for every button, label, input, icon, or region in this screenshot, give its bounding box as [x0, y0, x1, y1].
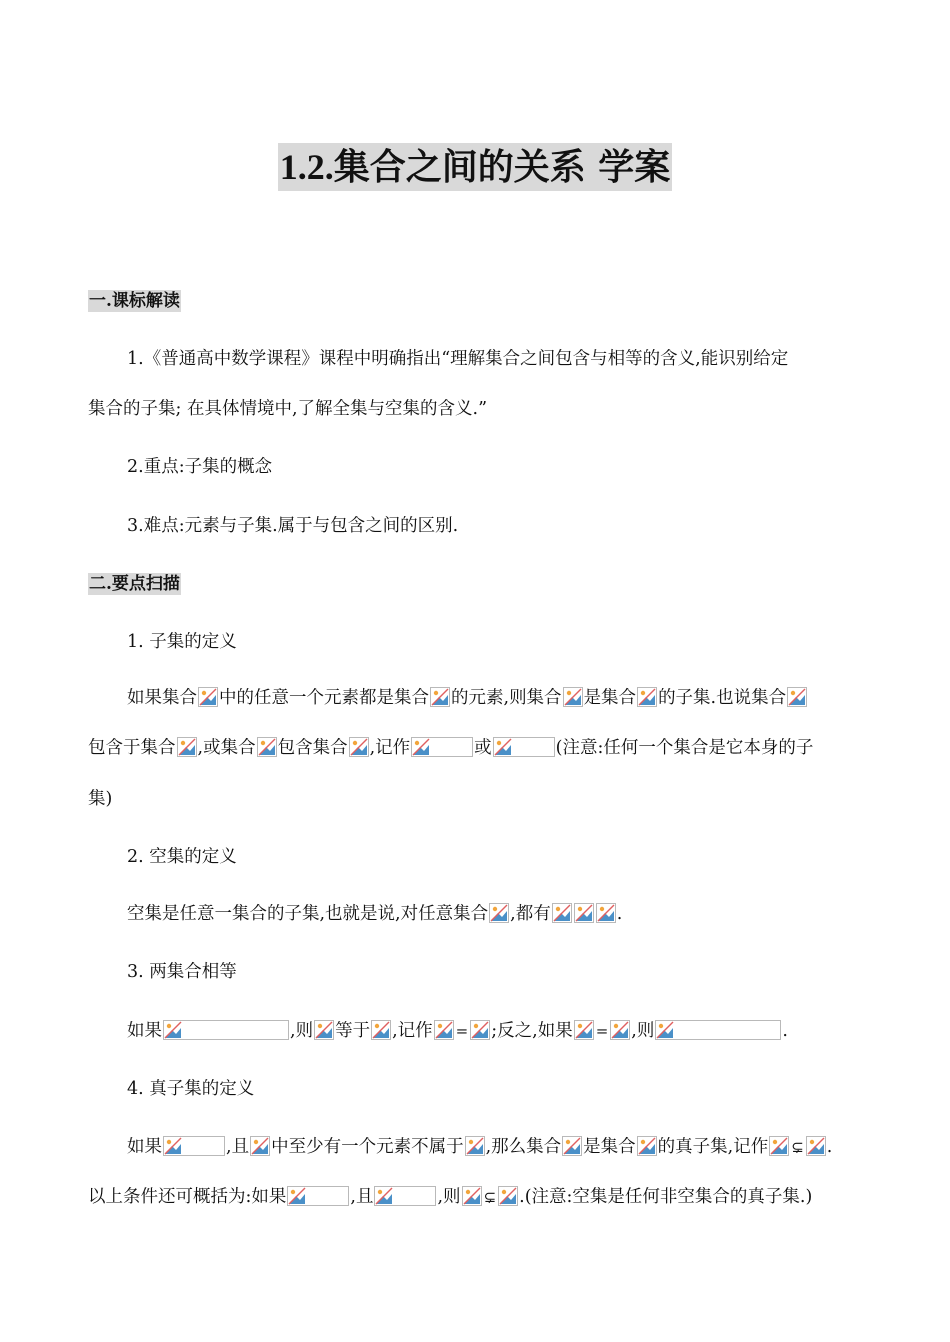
- title-wrap: [0, 143, 950, 191]
- broken-image-icon: [470, 1020, 490, 1040]
- equals-sign: =: [595, 1022, 609, 1040]
- text-run: ,则: [631, 1021, 655, 1041]
- paragraph-3: 3.难点:元素与子集.属于与包含之间的区别.: [127, 516, 459, 536]
- equals-sign: =: [455, 1022, 469, 1040]
- broken-image-icon: [637, 687, 657, 707]
- subset-definition-line-3: 集): [88, 789, 113, 809]
- proper-subset-symbol: ⊊: [791, 1138, 804, 1156]
- empty-set-definition: [127, 902, 622, 926]
- paragraph-1-line-2: 集合的子集; 在具体情境中,了解全集与空集的含义.”: [88, 399, 488, 419]
- text-run: 是集合: [583, 1137, 636, 1157]
- paragraph-1-line-1: 1.《普通高中数学课程》课程中明确指出“理解集合之间包含与相等的含义,能识别给定: [127, 349, 789, 369]
- broken-image-icon: [574, 1020, 594, 1040]
- subsection-4-title: 4. 真子集的定义: [127, 1079, 255, 1099]
- text-run: 中至少有一个元素不属于: [271, 1137, 464, 1157]
- text-run: .(注意:空集是任何非空集合的真子集.): [519, 1187, 813, 1207]
- paragraph-2: 2.重点:子集的概念: [127, 457, 273, 477]
- broken-image-icon: [430, 687, 450, 707]
- text-run: (注意:任何一个集合是它本身的子: [555, 738, 814, 758]
- text-run: ,且: [350, 1187, 374, 1207]
- broken-image-icon: [637, 1136, 657, 1156]
- proper-subset-symbol: ⊊: [483, 1188, 497, 1206]
- broken-image-icon: [250, 1136, 270, 1156]
- title-text: 集合之间的关系 学案: [333, 146, 671, 188]
- broken-image-icon: [806, 1136, 826, 1156]
- broken-image-icon: [563, 687, 583, 707]
- text-run: ,且: [226, 1137, 250, 1157]
- text-run: .: [616, 904, 623, 924]
- text-run: 或: [474, 738, 492, 758]
- set-equality-definition: [127, 1019, 788, 1043]
- text-run: 的子集.也说集合: [658, 688, 787, 708]
- text-run: ,记作: [369, 738, 411, 758]
- text-run: 如果: [127, 1137, 162, 1157]
- subsection-2-title: 2. 空集的定义: [127, 847, 237, 867]
- broken-image-icon: [552, 903, 572, 923]
- text-run: 包含于集合: [88, 738, 176, 758]
- text-run: 的元素,则集合: [451, 688, 562, 708]
- text-run: .: [826, 1137, 833, 1157]
- broken-image-icon: [769, 1136, 789, 1156]
- broken-image-icon: [163, 1136, 225, 1156]
- section-heading-2: 二.要点扫描: [89, 574, 180, 594]
- subsection-1-title: 1. 子集的定义: [127, 632, 237, 652]
- broken-image-icon: [314, 1020, 334, 1040]
- text-run: 中的任意一个元素都是集合: [219, 688, 429, 708]
- text-run: ,那么集合: [485, 1137, 562, 1157]
- broken-image-icon: [465, 1136, 485, 1156]
- broken-image-icon: [371, 1020, 391, 1040]
- broken-image-icon: [596, 903, 616, 923]
- broken-image-icon: [287, 1186, 349, 1206]
- broken-image-icon: [374, 1186, 436, 1206]
- title-prefix: 1.2.: [279, 147, 334, 187]
- text-run: .: [782, 1021, 788, 1041]
- section-heading-1: 一.课标解读: [89, 291, 180, 311]
- text-run: 是集合: [583, 688, 637, 708]
- subset-definition-line-2: [88, 736, 813, 760]
- text-run: 如果: [127, 1021, 162, 1041]
- broken-image-icon: [562, 1136, 582, 1156]
- proper-subset-definition-line-1: [127, 1135, 832, 1159]
- text-run: ,都有: [510, 904, 551, 924]
- broken-image-icon: [349, 737, 369, 757]
- text-run: 如果集合: [127, 688, 197, 708]
- text-run: 的真子集,记作: [657, 1137, 769, 1157]
- broken-image-icon: [655, 1020, 781, 1040]
- broken-image-icon: [163, 1020, 289, 1040]
- subset-definition-line-1: [127, 686, 808, 710]
- broken-image-icon: [489, 903, 509, 923]
- broken-image-icon: [257, 737, 277, 757]
- document-title: [278, 143, 673, 191]
- text-run: ,记作: [392, 1021, 433, 1041]
- broken-image-icon: [462, 1186, 482, 1206]
- text-run: ,则: [437, 1187, 461, 1207]
- text-run: ,或集合: [197, 738, 256, 758]
- broken-image-icon: [498, 1186, 518, 1206]
- text-run: ,则: [290, 1021, 314, 1041]
- proper-subset-definition-line-2: [88, 1185, 812, 1209]
- broken-image-icon: [610, 1020, 630, 1040]
- broken-image-icon: [434, 1020, 454, 1040]
- subsection-3-title: 3. 两集合相等: [127, 962, 237, 982]
- broken-image-icon: [574, 903, 594, 923]
- broken-image-icon: [198, 687, 218, 707]
- broken-image-icon: [787, 687, 807, 707]
- text-run: 空集是任意一集合的子集,也就是说,对任意集合: [127, 904, 489, 924]
- broken-image-icon: [177, 737, 197, 757]
- text-run: ;反之,如果: [491, 1021, 573, 1041]
- broken-image-icon: [411, 737, 473, 757]
- text-run: 包含集合: [277, 738, 348, 758]
- text-run: 以上条件还可概括为:如果: [88, 1187, 287, 1207]
- broken-image-icon: [493, 737, 555, 757]
- text-run: 等于: [335, 1021, 371, 1041]
